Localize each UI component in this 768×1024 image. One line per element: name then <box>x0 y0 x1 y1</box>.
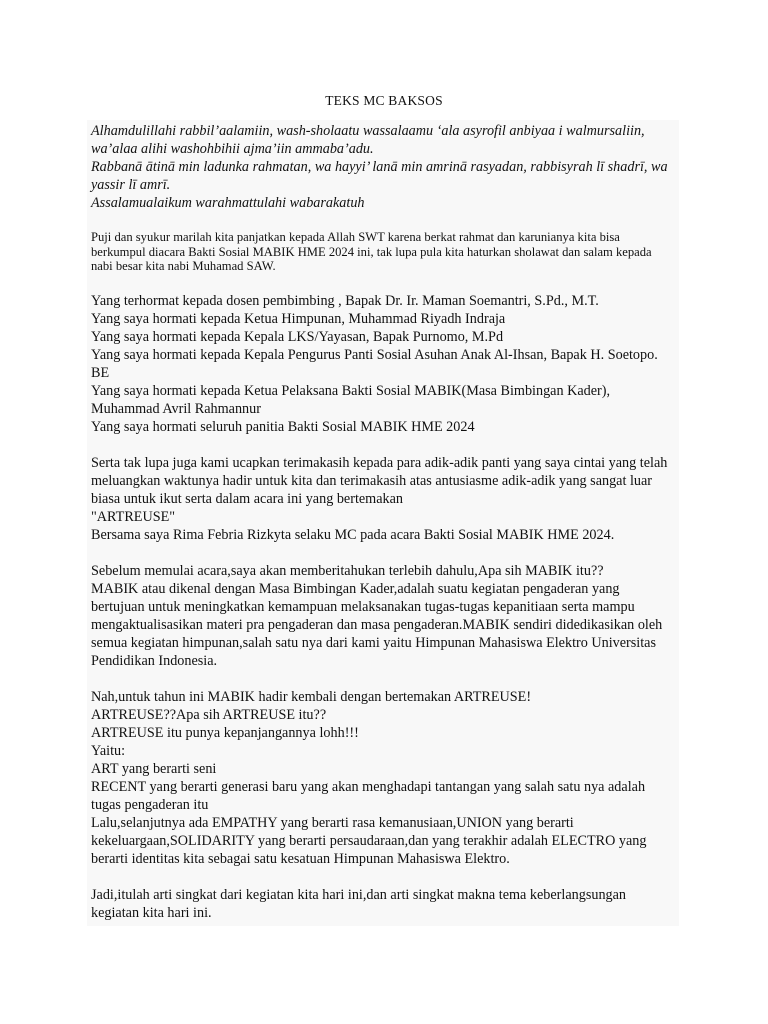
opening-line: Alhamdulillahi rabbil’aalamiin, wash-sholaatu wassalaamu ‘ala asyrofil anbiyaa i walmursaliin, wa’alaa alihi washohbihii ajma’iin ammaba’adu. <box>91 123 645 157</box>
opening-line: Assalamualaikum warahmattulahi wabarakatuh <box>91 195 365 211</box>
about-line: Sebelum memulai acara,saya akan memberitahukan terlebih dahulu,Apa sih MABIK itu?? <box>91 562 604 579</box>
theme-line: Yaitu: <box>91 742 126 759</box>
respect-line: Yang saya hormati kepada Ketua Himpunan, Muhammad Riyadh Indraja <box>91 310 506 327</box>
theme-line: Lalu,selanjutnya ada EMPATHY yang berarti rasa kemanusiaan,UNION yang berarti kekeluargaan,SOLIDARITY yang berarti persaudaraan,dan yang terakhir adalah ELECTRO yang berarti identitas kita sebagai satu kesatuan Himpunan Mahasiswa Elektro. <box>91 814 647 867</box>
document-title: TEKS MC BAKSOS <box>325 93 443 108</box>
theme-line: ART yang berarti seni <box>91 760 217 777</box>
respect-line: Yang saya hormati kepada Ketua Pelaksana Bakti Sosial MABIK(Masa Bimbingan Kader), Muhammad Avril Rahmannur <box>91 382 611 417</box>
respect-line: Yang saya hormati kepada Kepala Pengurus Panti Sosial Asuhan Anak Al-Ihsan, Bapak H. Soetopo. BE <box>91 346 658 381</box>
theme-section <box>91 688 675 868</box>
theme-line: Nah,untuk tahun ini MABIK hadir kembali dengan bertemakan ARTREUSE! <box>91 688 532 705</box>
respects-section <box>91 292 675 436</box>
theme-line: RECENT yang berarti generasi baru yang akan menghadapi tantangan yang salah satu nya adalah tugas pengaderan itu <box>91 778 646 813</box>
thanks-line: Bersama saya Rima Febria Rizkyta selaku MC pada acara Bakti Sosial MABIK HME 2024. <box>91 526 615 543</box>
respect-line: Yang terhormat kepada dosen pembimbing , Bapak Dr. Ir. Maman Soemantri, S.Pd., M.T. <box>91 292 599 309</box>
document-body <box>87 120 679 926</box>
theme-line: ARTREUSE??Apa sih ARTREUSE itu?? <box>91 706 327 723</box>
thanks-line: "ARTREUSE" <box>91 508 176 525</box>
about-line: MABIK atau dikenal dengan Masa Bimbingan Kader,adalah suatu kegiatan pengaderan yang bertujuan untuk meningkatkan kemampuan melaksanakan tugas-tugas kepanitiaan serta mampu mengaktualisasikan materi pra pengaderan dan masa pengaderan.MABIK sendiri didedikasikan oleh semua kegiatan himpunan,salah satu nya dari kami yaitu Himpunan Mahasiswa Elektro Universitas Pendidikan Indonesia. <box>91 580 663 669</box>
respect-line: Yang saya hormati kepada Kepala LKS/Yayasan, Bapak Purnomo, M.Pd <box>91 328 504 345</box>
opening-line: Rabbanā ātinā min ladunka rahmatan, wa hayyi’ lanā min amrinā rasyadan, rabbisyrah lī shadrī, wa yassir lī amrī. <box>91 159 668 193</box>
thanks-line: Serta tak lupa juga kami ucapkan terimakasih kepada para adik-adik panti yang saya cintai yang telah meluangkan waktunya hadir untuk kita dan terimakasih atas antusiasme adik-adik yang sangat luar biasa untuk ikut serta dalam acara ini yang bertemakan <box>91 454 668 507</box>
opening-prayer <box>91 122 675 212</box>
intro-paragraph: Puji dan syukur marilah kita panjatkan kepada Allah SWT karena berkat rahmat dan karunianya kita bisa berkumpul diacara Bakti Sosial MABIK HME 2024 ini, tak lupa pula kita haturkan sholawat dan salam kepada nabi besar kita nabi Muhamad SAW. <box>91 230 652 273</box>
closing-paragraph: Jadi,itulah arti singkat dari kegiatan kita hari ini,dan arti singkat makna tema keberlangsungan kegiatan kita hari ini. <box>91 886 627 921</box>
about-mabik-section <box>91 562 675 670</box>
theme-line: ARTREUSE itu punya kepanjangannya lohh!!! <box>91 724 359 741</box>
respect-line: Yang saya hormati seluruh panitia Bakti Sosial MABIK HME 2024 <box>91 418 475 435</box>
thanks-section <box>91 454 675 544</box>
